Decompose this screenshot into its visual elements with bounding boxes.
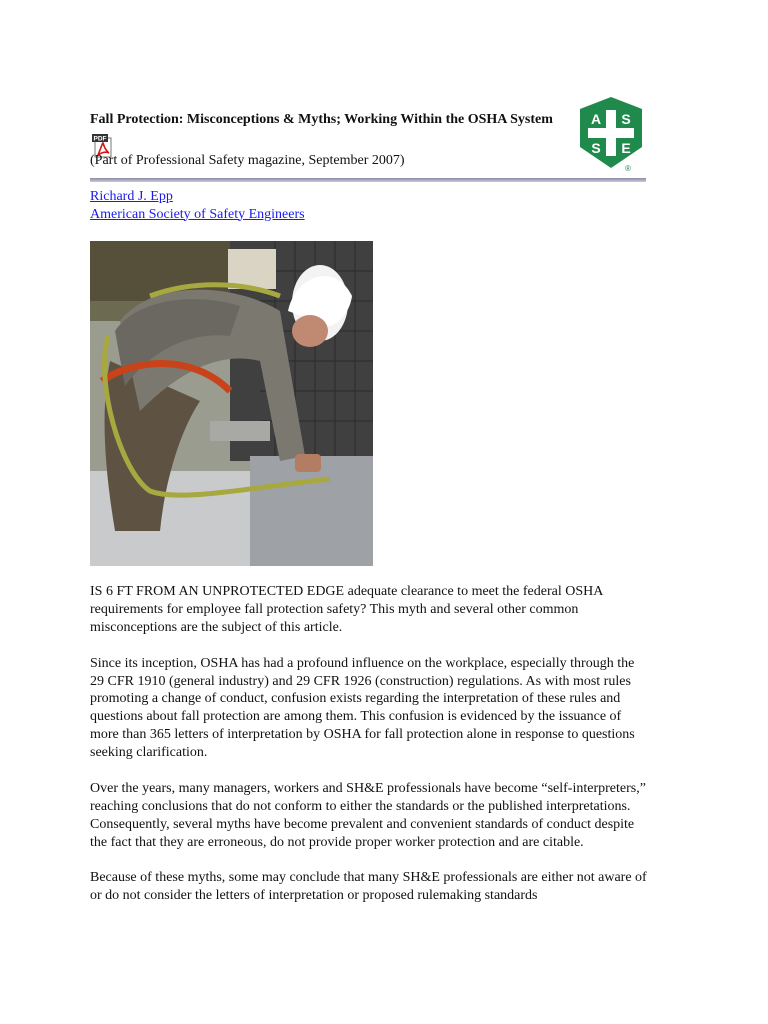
worker-photo	[90, 241, 373, 566]
article-title-text: Fall Protection: Misconceptions & Myths; Working Within the OSHA System	[90, 112, 553, 127]
paragraph-1: IS 6 FT FROM AN UNPROTECTED EDGE adequate clearance to meet the federal OSHA requirements for employee fall protection safety? This myth and several other common misconceptions are the subject of this article.	[90, 584, 603, 635]
article-subtitle: (Part of Professional Safety magazine, September 2007)	[90, 153, 405, 168]
logo-letter-s1: S	[621, 111, 631, 127]
asse-logo	[576, 96, 646, 172]
header-divider	[90, 178, 646, 182]
author-block	[90, 188, 305, 223]
author-org-link[interactable]: American Society of Safety Engineers	[90, 206, 305, 222]
logo-letter-e: E	[621, 140, 631, 156]
logo-letter-a: A	[590, 111, 602, 127]
paragraph-3: Over the years, many managers, workers and SH&E professionals have become “self-interpreters,” reaching conclusions that do not conform to either the standards or the published interpretations. Consequently, several myths have become prevalent and convenient standards of conduct despite the fact that they are erroneous, do not provide proper worker protection and are citable.	[90, 780, 646, 850]
author-name-link[interactable]: Richard J. Epp	[90, 189, 173, 204]
logo-registered-mark: ®	[625, 164, 631, 172]
pdf-icon-label: PDF	[93, 135, 107, 143]
paragraph-2: Since its inception, OSHA has had a profound influence on the workplace, especially through the 29 CFR 1910 (general industry) and 29 CFR 1926 (construction) regulations. As with most rules promoting a change of conduct, confusion exists regarding the interpretation of these rules and questions about fall protection are among them. This confusion is evidenced by the issuance of more than 365 letters of interpretation by OSHA for fall protection alone in response to questions seeking clarification.	[90, 655, 635, 761]
paragraph-4: Because of these myths, some may conclude that many SH&E professionals are either not aware of or do not consider the letters of interpretation or proposed rulemaking standards	[90, 870, 647, 904]
article-body	[90, 583, 650, 923]
logo-letter-s2: S	[591, 140, 601, 156]
